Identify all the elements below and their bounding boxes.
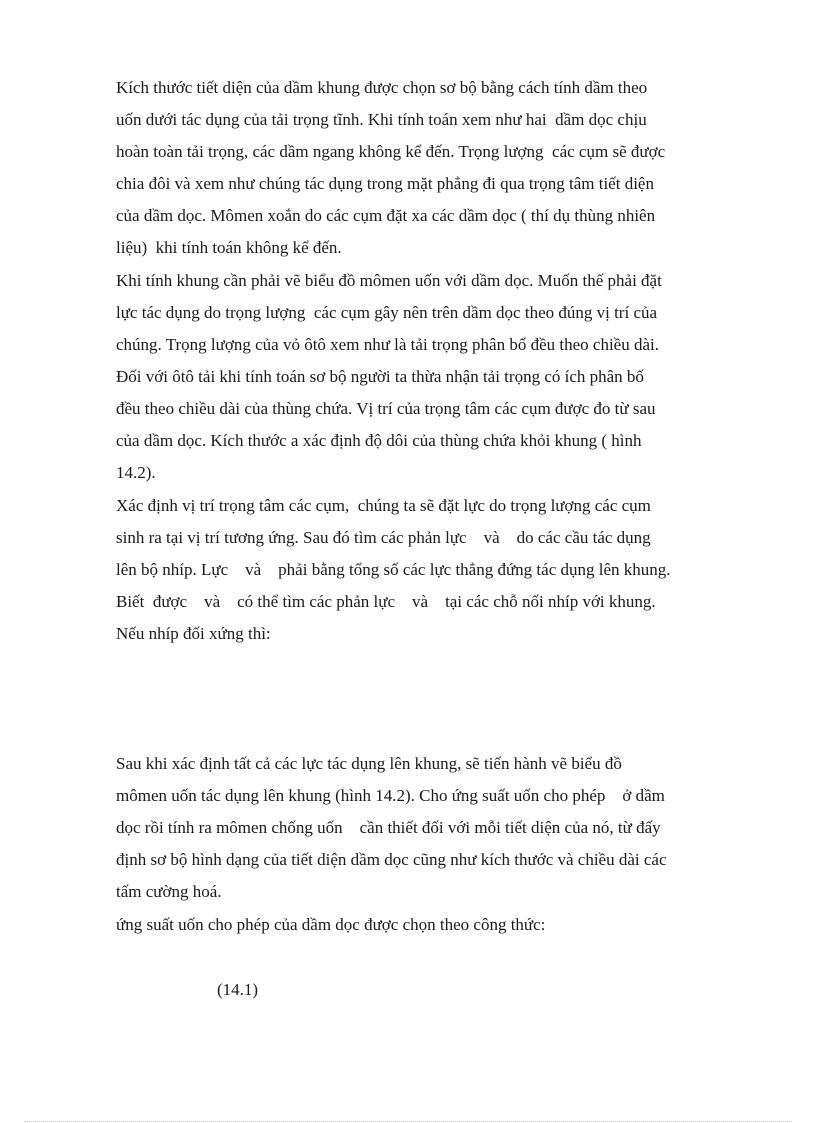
page-bottom-divider xyxy=(24,1121,792,1122)
text-line: dọc rồi tính ra mômen chống uốn cần thiết đối với mỗi tiết diện của nó, từ đấy xyxy=(116,818,661,837)
text-line: ứng suất uốn cho phép của dầm dọc được chọn theo công thức: xyxy=(116,915,546,934)
text-line: Kích thước tiết diện của dầm khung được chọn sơ bộ bằng cách tính dầm theo xyxy=(116,78,648,97)
text-line: của dầm dọc. Mômen xoắn do các cụm đặt xa các dầm dọc ( thí dụ thùng nhiên xyxy=(116,206,656,225)
text-line: liệu) khi tính toán không kể đến. xyxy=(116,238,342,257)
text-line: mômen uốn tác dụng lên khung (hình 14.2). Cho ứng suất uốn cho phép ở dầm xyxy=(116,786,665,805)
text-line: Sau khi xác định tất cả các lực tác dụng lên khung, sẽ tiến hành vẽ biểu đồ xyxy=(116,754,622,773)
text-line: sinh ra tại vị trí tương ứng. Sau đó tìm các phản lực và do các cầu tác dụng xyxy=(116,528,651,547)
text-line: đều theo chiều dài của thùng chứa. Vị trí của trọng tâm các cụm được đo từ sau xyxy=(116,399,656,418)
text-line: Nếu nhíp đối xứng thì: xyxy=(116,624,271,643)
text-line: chia đôi và xem như chúng tác dụng trong mặt phẳng đi qua trọng tâm tiết diện xyxy=(116,174,654,193)
text-line: Khi tính khung cần phải vẽ biểu đồ mômen uốn với dầm dọc. Muốn thế phải đặt xyxy=(116,271,662,290)
text-line: lên bộ nhíp. Lực và phải bằng tổng số các lực thẳng đứng tác dụng lên khung. xyxy=(116,560,671,579)
text-line: Biết được và có thể tìm các phản lực và tại các chỗ nối nhíp với khung. xyxy=(116,592,656,611)
text-line: chúng. Trọng lượng của vỏ ôtô xem như là tải trọng phân bố đều theo chiều dài. xyxy=(116,335,659,354)
text-line: 14.2). xyxy=(116,463,156,482)
text-line: định sơ bộ hình dạng của tiết diện dầm dọc cũng như kích thước và chiều dài các xyxy=(116,850,667,869)
text-line: hoàn toàn tải trọng, các dầm ngang không kể đến. Trọng lượng các cụm sẽ được xyxy=(116,142,666,161)
text-line: Đối với ôtô tải khi tính toán sơ bộ người ta thừa nhận tải trọng có ích phân bố xyxy=(116,367,644,386)
text-line: tấm cường hoá. xyxy=(116,882,222,901)
text-line: lực tác dụng do trọng lượng các cụm gây nên trên dầm dọc theo đúng vị trí của xyxy=(116,303,658,322)
text-line: uốn dưới tác dụng của tải trọng tĩnh. Khi tính toán xem như hai dầm dọc chịu xyxy=(116,110,647,129)
text-line: Xác định vị trí trọng tâm các cụm, chúng ta sẽ đặt lực do trọng lượng các cụm xyxy=(116,496,651,515)
text-line: của dầm dọc. Kích thước a xác định độ dôi của thùng chứa khỏi khung ( hình xyxy=(116,431,642,450)
equation-number: (14.1) xyxy=(217,980,259,999)
